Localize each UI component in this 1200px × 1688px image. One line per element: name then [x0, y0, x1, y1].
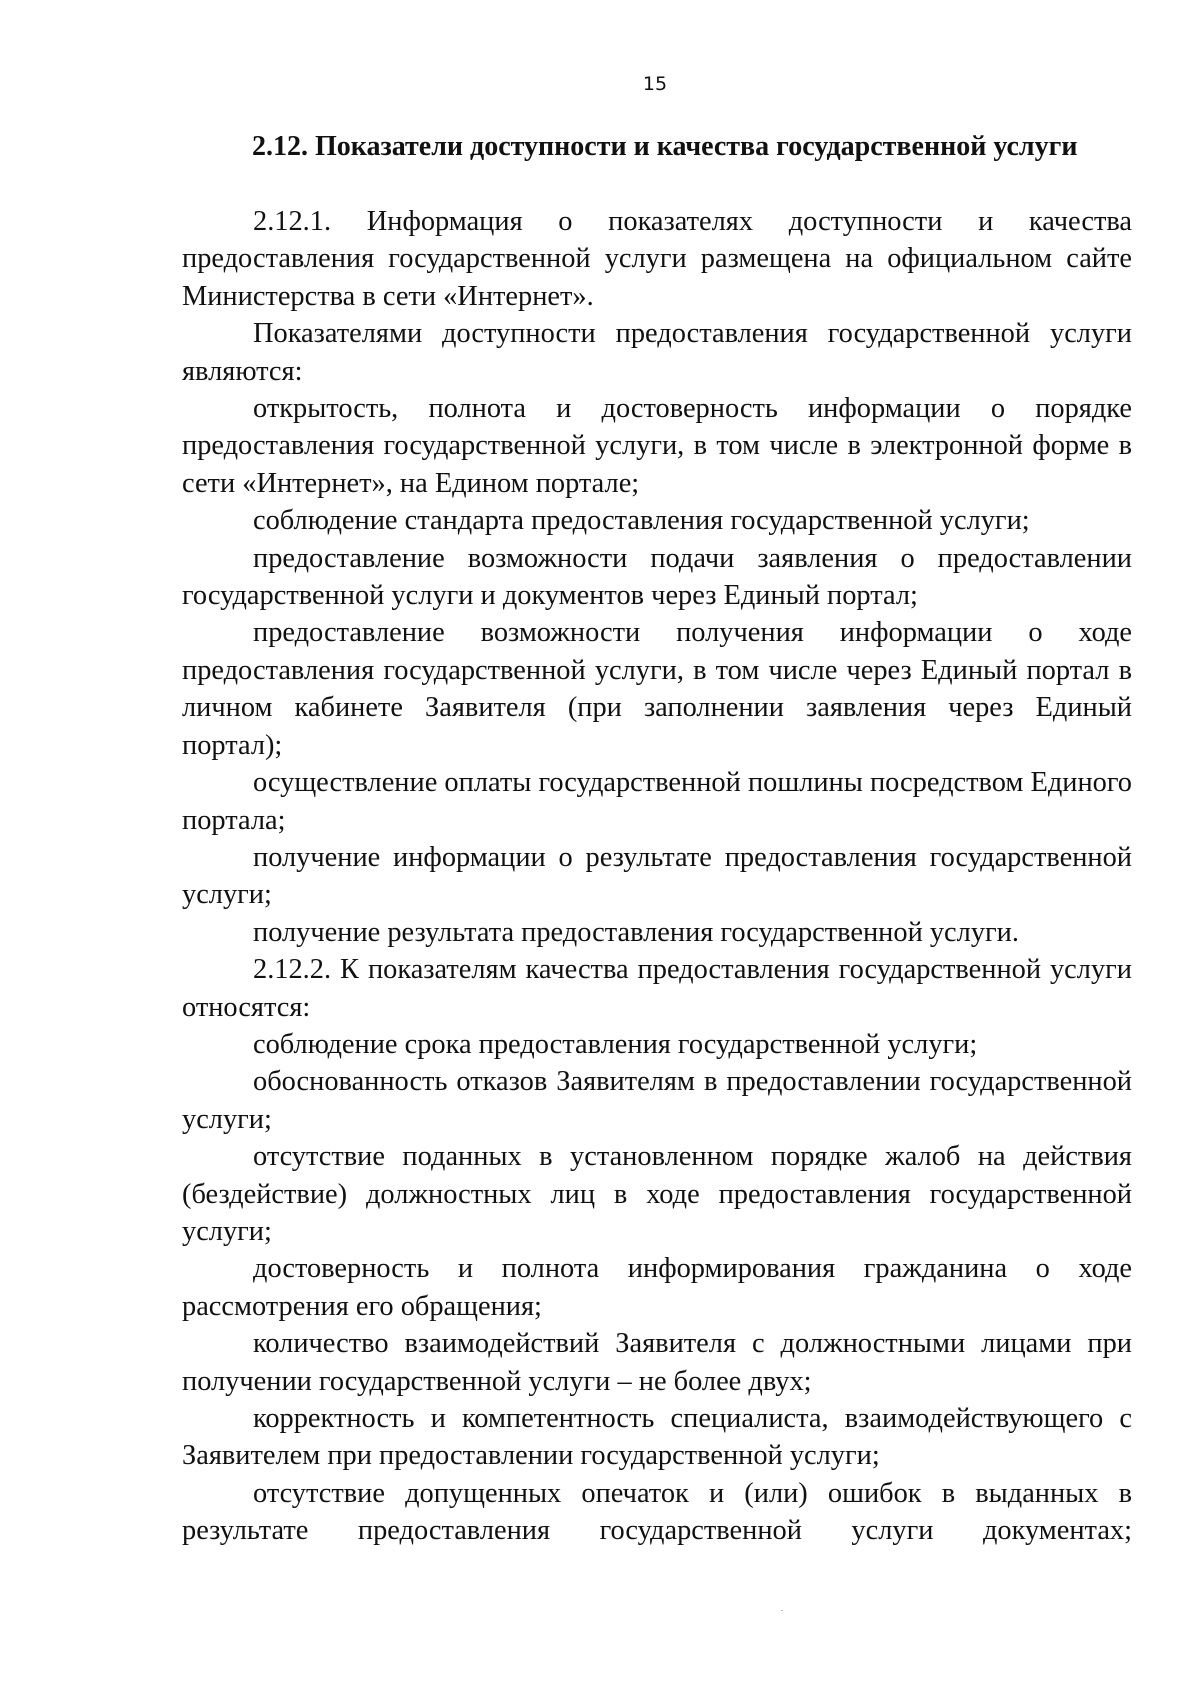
list-item-deadline: соблюдение срока предоставления государственной услуги;: [253, 1028, 978, 1060]
list-item-progress-info: предоставление возможности получения информации о ходе предоставления государственной услуги, в том числе через Единый портал в личном кабинете Заявителя (при заполнении заявления через Единый портал);: [182, 617, 1132, 761]
paragraph-2-12-1: 2.12.1. Информация о показателях доступности и качества предоставления государственной услуги размещена на официальном сайте Министерства в сети «Интернет».: [182, 206, 1132, 312]
paragraph-accessibility-intro: Показателями доступности предоставления государственной услуги являются:: [182, 318, 1132, 387]
list-item-payment: осуществление оплаты государственной пошлины посредством Единого портала;: [182, 767, 1132, 836]
list-item-complaints: отсутствие поданных в установленном порядке жалоб на действия (бездействие) должностных лиц в ходе предоставления государственной услуги;: [182, 1141, 1132, 1247]
list-item-result-info: получение информации о результате предоставления государственной услуги;: [182, 841, 1132, 911]
list-item-result: получение результата предоставления государственной услуги.: [253, 916, 1019, 948]
section-title: 2.12. Показатели доступности и качества государственной услуги: [252, 131, 1078, 162]
list-item-submission: предоставление возможности подачи заявления о предоставлении государственной услуги и документов через Единый портал;: [182, 542, 1132, 612]
list-item-openness: открытость, полнота и достоверность информации о порядке предоставления государственной услуги, в том числе в электронной форме в сети «Интернет», на Едином портале;: [182, 393, 1132, 499]
list-item-interactions: количество взаимодействий Заявителя с должностными лицами при получении государственной услуги – не более двух;: [182, 1328, 1132, 1397]
page-number: 15: [642, 73, 668, 95]
paragraph-2-12-2: 2.12.2. К показателям качества предоставления государственной услуги относятся:: [182, 954, 1132, 1023]
list-item-refusals: обоснованность отказов Заявителям в предоставлении государственной услуги;: [182, 1066, 1132, 1135]
document-body: [182, 203, 1132, 1550]
list-item-reliability: достоверность и полнота информирования гражданина о ходе рассмотрения его обращения;: [182, 1253, 1132, 1322]
list-item-standard: соблюдение стандарта предоставления государственной услуги;: [253, 505, 1030, 537]
list-item-errors: отсутствие допущенных опечаток и (или) ошибок в выданных в результате предоставления государственной услуги документах;: [182, 1477, 1132, 1547]
scan-artifact: [781, 1610, 783, 1611]
list-item-competence: корректность и компетентность специалиста, взаимодействующего с Заявителем при предоставлении государственной услуги;: [182, 1403, 1132, 1472]
